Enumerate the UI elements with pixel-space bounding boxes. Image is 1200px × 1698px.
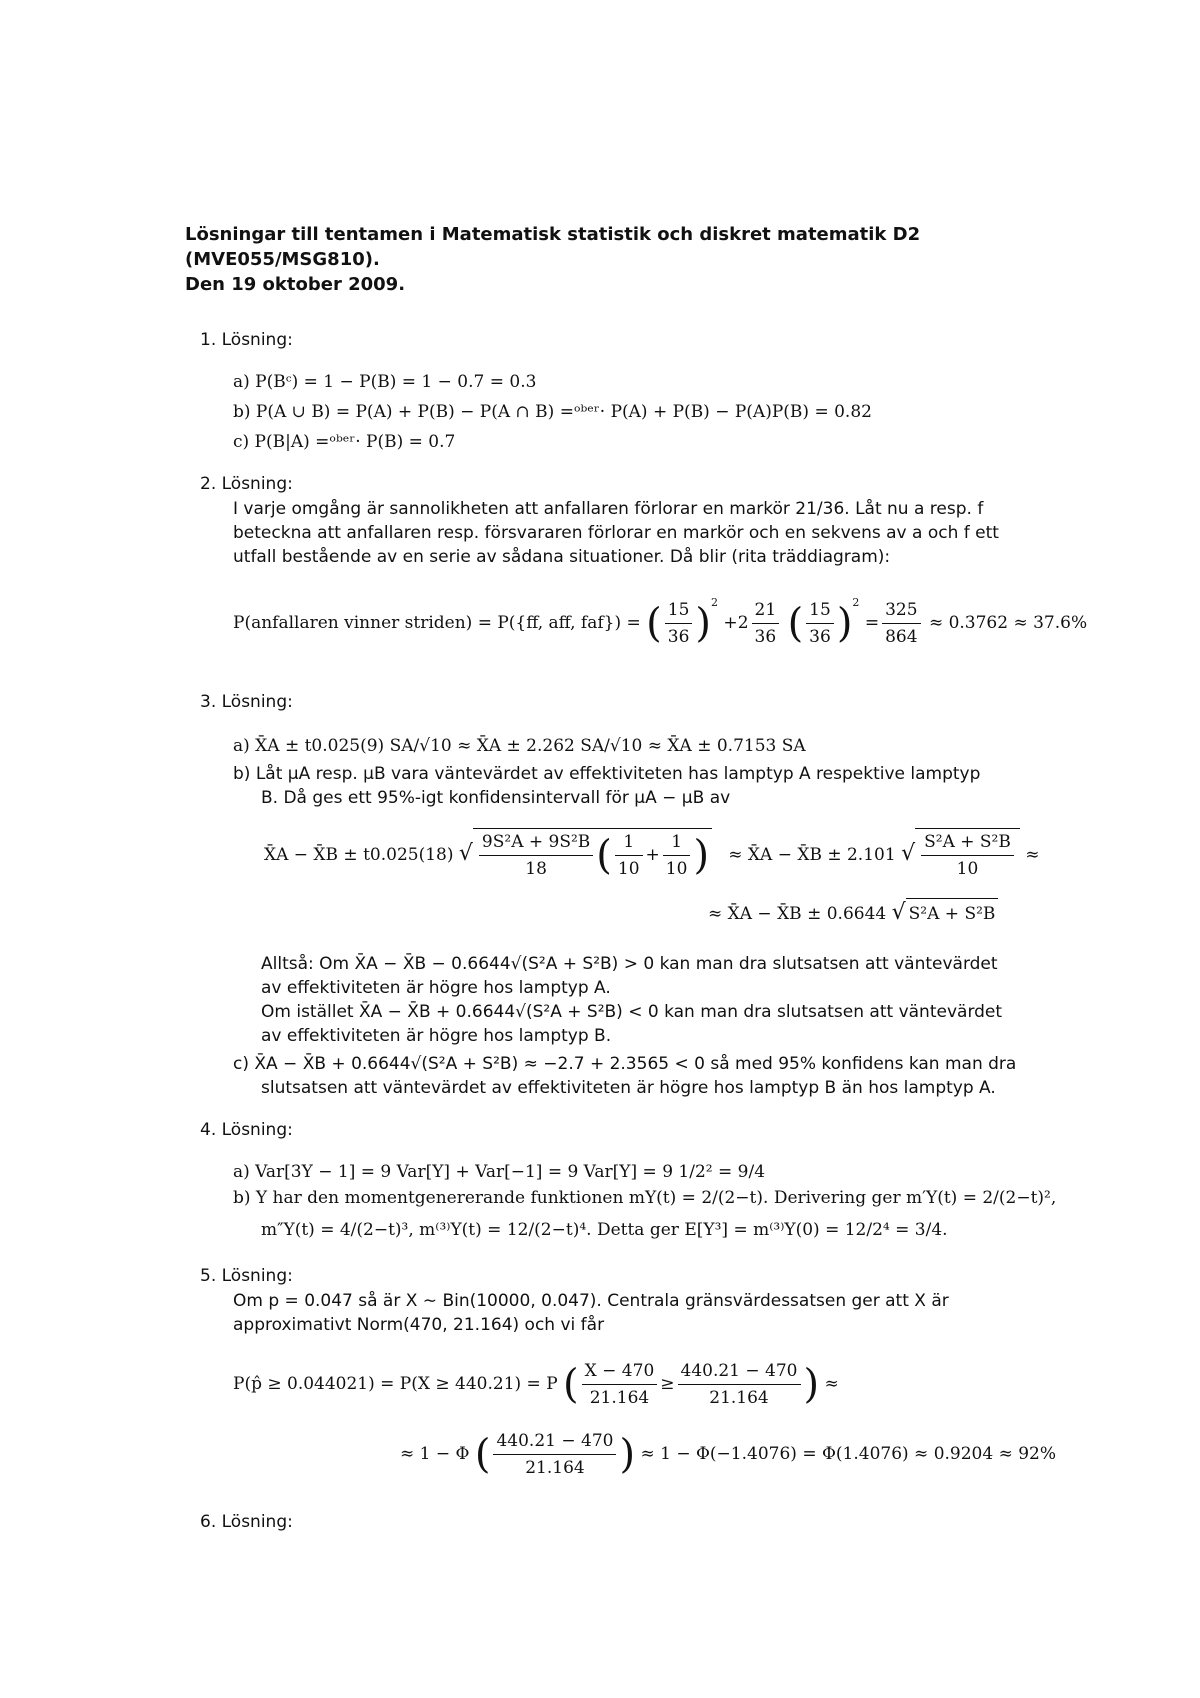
section-5-equation-2: [400, 1428, 1056, 1481]
eq-lhs: ≈ X̄A − X̄B ± 0.6644: [708, 904, 887, 924]
fraction-1-10: [615, 829, 643, 882]
sqrt-body: [915, 828, 1020, 882]
sqrt-body: S²A + S²B: [906, 898, 999, 929]
fraction-21-36: [752, 597, 780, 650]
eq-end: ≈: [824, 1374, 839, 1394]
section-3-ci-equation-2: [708, 898, 998, 929]
section-1-part-c: c) P(B|A) =ᵒᵇᵉʳ· P(B) = 0.7: [233, 432, 456, 452]
eq-end: ≈: [1025, 845, 1040, 865]
geq-sign: ≥: [660, 1374, 675, 1394]
numerator: 15: [806, 597, 834, 624]
section-4-part-b-line2: m″Y(t) = 4/(2−t)³, m⁽³⁾Y(t) = 12/(2−t)⁴. Detta ger E[Y³] = m⁽³⁾Y(0) = 12/2⁴ = 3/4.: [261, 1220, 948, 1240]
document-header: [185, 222, 920, 297]
section-6-title: 6. Lösning:: [200, 1512, 293, 1532]
section-3-part-b-line2: B. Då ges ett 95%-igt konfidensintervall för μA − μB av: [261, 788, 731, 808]
eq-middle: ≈ X̄A − X̄B ± 2.101: [728, 845, 896, 865]
denominator: 18: [525, 859, 547, 879]
paren-close: ): [836, 600, 853, 647]
paren-open: (: [474, 1431, 491, 1478]
section-3-ci-equation-1: [264, 828, 1040, 882]
fraction-variance: [479, 829, 593, 882]
denominator: 10: [665, 859, 688, 879]
fraction-variance-10: [921, 829, 1014, 882]
eq-lhs: P(p̂ ≥ 0.044021) = P(X ≥ 440.21) = P: [233, 1374, 558, 1394]
section-3-part-c-line1: c) X̄A − X̄B + 0.6644√(S²A + S²B) ≈ −2.7 + 2.3565 < 0 så med 95% konfidens kan man dra: [233, 1054, 1017, 1074]
section-4-title: 4. Lösning:: [200, 1120, 293, 1140]
fraction-325-864: [882, 597, 920, 650]
fraction-15-36: [665, 597, 693, 650]
denominator: 10: [617, 859, 640, 879]
paren-close: ): [693, 832, 710, 879]
numerator: 1: [615, 829, 643, 856]
denominator: 10: [956, 859, 979, 879]
section-4-part-a: a) Var[3Y − 1] = 9 Var[Y] + Var[−1] = 9 Var[Y] = 9 1/2² = 9/4: [233, 1162, 766, 1182]
section-3-title: 3. Lösning:: [200, 692, 293, 712]
header-date: Den 19 oktober 2009.: [185, 274, 406, 295]
section-1-part-b: b) P(A ∪ B) = P(A) + P(B) − P(A ∩ B) =ᵒᵇᵉʳ· P(A) + P(B) − P(A)P(B) = 0.82: [233, 402, 872, 422]
section-5-text-2: approximativt Norm(470, 21.164) och vi får: [233, 1315, 605, 1335]
fraction-threshold: [493, 1428, 616, 1481]
header-title-line1: Lösningar till tentamen i Matematisk statistik och diskret matematik D2: [185, 224, 921, 245]
section-3-conclusion-1: Alltså: Om X̄A − X̄B − 0.6644√(S²A + S²B) > 0 kan man dra slutsatsen att väntevärdet: [261, 954, 998, 974]
denominator: 36: [754, 627, 777, 647]
coefficient: 2: [737, 613, 749, 633]
eq-lhs: P(anfallaren vinner striden) = P({ff, aff, faf}) =: [233, 613, 641, 633]
denominator: 21.164: [589, 1388, 650, 1408]
section-5-text-1: Om p = 0.047 så är X ∼ Bin(10000, 0.047). Centrala gränsvärdessatsen ger att X är: [233, 1291, 949, 1311]
denominator: 21.164: [525, 1458, 585, 1478]
denominator: 36: [809, 627, 831, 647]
numerator: 440.21 − 470: [493, 1428, 616, 1455]
numerator: X − 470: [582, 1358, 658, 1385]
paren-open: (: [596, 832, 612, 879]
section-1-title: 1. Lösning:: [200, 330, 293, 350]
section-3-part-c-line2: slutsatsen att väntevärdet av effektiviteten är högre hos lamptyp B än hos lamptyp A.: [261, 1078, 996, 1098]
paren-open: (: [646, 600, 662, 647]
section-5-title: 5. Lösning:: [200, 1266, 293, 1286]
section-2-equation: P(anfallaren vinner striden) = P({ff, aff, faf}) = ( $\frac{15}{36}$ )$^2$ +2 $\frac{21}{36}$ ( $\frac{15}{36}$ )$^2$ = $\frac{325}{864}$ ≈ 0.3762 ≈ 37.6%: [233, 588, 1087, 650]
numerator: 15: [665, 597, 693, 624]
numerator: 440.21 − 470: [678, 1358, 801, 1385]
fraction-standardized: [582, 1358, 658, 1411]
sqrt-symbol: √: [891, 900, 906, 925]
section-3-part-a: a) X̄A ± t0.025(9) SA/√10 ≈ X̄A ± 2.262 SA/√10 ≈ X̄A ± 0.7153 SA: [233, 736, 806, 756]
section-3-conclusion-4: av effektiviteten är högre hos lamptyp B.: [261, 1026, 612, 1046]
fraction-1-10: [663, 829, 691, 882]
sqrt-symbol: √: [901, 841, 916, 866]
section-3-part-b-line1: b) Låt μA resp. μB vara väntevärdet av effektiviteten has lamptyp A respektive lamptyp: [233, 764, 981, 784]
numerator: 325: [882, 597, 920, 624]
section-1-part-a: a) P(Bᶜ) = 1 − P(B) = 1 − 0.7 = 0.3: [233, 372, 537, 392]
paren-close: ): [619, 1431, 636, 1478]
paren-close: ): [695, 600, 712, 647]
fraction-threshold: [678, 1358, 801, 1411]
header-title-line2: (MVE055/MSG810).: [185, 249, 380, 270]
section-5-equation-1: [233, 1358, 839, 1411]
fraction-15-36: [806, 597, 834, 650]
section-2-text-1: I varje omgång är sannolikheten att anfallaren förlorar en markör 21/36. Låt nu a resp. f: [233, 499, 984, 519]
exponent: 2: [711, 596, 719, 609]
numerator: 21: [752, 597, 780, 624]
eq-rhs: ≈ 0.3762 ≈ 37.6%: [928, 613, 1088, 633]
exponent: 2: [852, 596, 860, 609]
numerator: S²A + S²B: [921, 829, 1014, 856]
section-2-text-2: beteckna att anfallaren resp. försvararen förlorar en markör och en sekvens av a och f ett: [233, 523, 999, 543]
numerator: 1: [663, 829, 691, 856]
sqrt-body: $\frac{\text{9S²A + 9S²B}}{18}$ ( $\frac{1}{10}$ + $\frac{1}{10}$ ): [473, 828, 712, 882]
denominator: 36: [667, 627, 690, 647]
eq-rhs: ≈ 1 − Φ(−1.4076) = Φ(1.4076) ≈ 0.9204 ≈ 92%: [640, 1444, 1057, 1464]
numerator: 9S²A + 9S²B: [479, 829, 593, 856]
section-4-part-b-line1: b) Y har den momentgenererande funktionen mY(t) = 2/(2−t). Derivering ger m′Y(t) = 2/(2−t)²,: [233, 1188, 1057, 1208]
denominator: 21.164: [709, 1388, 769, 1408]
paren-close: ): [803, 1361, 820, 1408]
denominator: 864: [885, 627, 918, 647]
paren-open: (: [787, 600, 804, 647]
eq-lhs: ≈ 1 − Φ: [400, 1444, 470, 1464]
section-2-text-3: utfall bestående av en serie av sådana situationer. Då blir (rita träddiagram):: [233, 547, 891, 567]
sqrt-symbol: √: [458, 841, 473, 866]
paren-open: (: [563, 1361, 579, 1408]
section-3-conclusion-3: Om istället X̄A − X̄B + 0.6644√(S²A + S²B) < 0 kan man dra slutsatsen att väntevärdet: [261, 1002, 1003, 1022]
section-2-title: 2. Lösning:: [200, 474, 293, 494]
eq-lhs: X̄A − X̄B ± t0.025(18): [264, 845, 454, 865]
section-3-conclusion-2: av effektiviteten är högre hos lamptyp A.: [261, 978, 611, 998]
